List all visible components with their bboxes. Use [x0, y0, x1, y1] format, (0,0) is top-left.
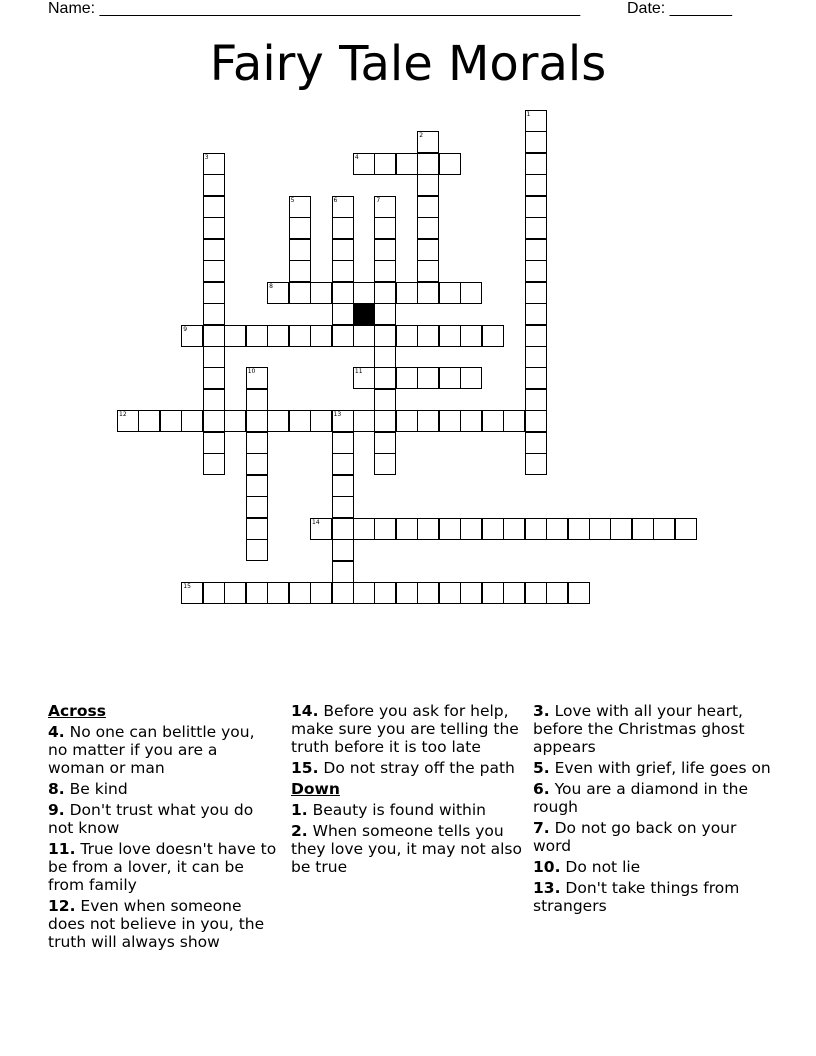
clue-number: 10.	[533, 858, 561, 876]
grid-cell[interactable]	[460, 282, 482, 304]
clue-number: 4.	[48, 723, 65, 741]
grid-cell[interactable]	[289, 282, 311, 304]
grid-cell[interactable]	[289, 260, 311, 282]
grid-cell[interactable]	[203, 367, 225, 389]
grid-cell[interactable]	[310, 518, 332, 540]
grid-cell[interactable]	[374, 217, 396, 239]
grid-cell[interactable]	[525, 453, 547, 475]
cell-number: 14	[312, 518, 320, 526]
grid-cell[interactable]	[525, 153, 547, 175]
grid-cell[interactable]	[224, 582, 246, 604]
grid-cell[interactable]	[417, 174, 439, 196]
grid-cell[interactable]	[332, 282, 354, 304]
clue-down-3	[533, 702, 773, 756]
grid-cell[interactable]	[246, 432, 268, 454]
cell-number: 5	[290, 196, 295, 204]
grid-cell[interactable]	[417, 367, 439, 389]
grid-cell[interactable]	[332, 239, 354, 261]
clue-across-9	[48, 801, 278, 837]
date-field[interactable]: Date: _______	[627, 0, 732, 17]
grid-cell[interactable]	[246, 539, 268, 561]
grid-cell[interactable]	[203, 582, 225, 604]
clue-number: 14.	[291, 702, 319, 720]
grid-cell[interactable]	[117, 410, 139, 432]
grid-cell[interactable]	[353, 367, 375, 389]
grid-cell[interactable]	[374, 582, 396, 604]
grid-cell[interactable]	[310, 582, 332, 604]
clue-across-15	[291, 759, 527, 777]
grid-cell[interactable]	[439, 410, 461, 432]
grid-cell[interactable]	[353, 325, 375, 347]
grid-cell[interactable]	[332, 582, 354, 604]
grid-cell[interactable]	[203, 260, 225, 282]
clue-text: Do not stray off the path	[323, 759, 515, 777]
grid-cell[interactable]	[525, 239, 547, 261]
grid-cell[interactable]	[353, 410, 375, 432]
name-field[interactable]: Name: ______________________________________________________	[48, 0, 581, 17]
grid-cell[interactable]	[525, 410, 547, 432]
clue-number: 12.	[48, 897, 76, 915]
grid-cell[interactable]	[246, 582, 268, 604]
grid-cell[interactable]	[374, 367, 396, 389]
grid-cell[interactable]	[246, 496, 268, 518]
grid-cell[interactable]	[525, 260, 547, 282]
across-heading: Across	[48, 702, 106, 720]
grid-cell[interactable]	[374, 432, 396, 454]
grid-cell[interactable]	[525, 325, 547, 347]
grid-cell[interactable]	[203, 389, 225, 411]
grid-cell[interactable]	[610, 518, 632, 540]
grid-cell[interactable]	[246, 367, 268, 389]
clue-down-10	[533, 858, 773, 876]
grid-cell[interactable]	[203, 453, 225, 475]
clue-text: Do not lie	[565, 858, 641, 876]
grid-cell[interactable]	[460, 410, 482, 432]
grid-cell[interactable]	[246, 389, 268, 411]
grid-cell[interactable]	[353, 582, 375, 604]
clue-down-2	[291, 822, 527, 876]
grid-cell[interactable]	[546, 582, 568, 604]
grid-cell[interactable]	[203, 239, 225, 261]
clue-down-5	[533, 759, 773, 777]
grid-cell[interactable]	[224, 325, 246, 347]
grid-cell[interactable]	[246, 518, 268, 540]
grid-cell[interactable]	[374, 453, 396, 475]
grid-cell[interactable]	[374, 282, 396, 304]
clue-column-2	[291, 702, 527, 879]
grid-cell[interactable]	[332, 453, 354, 475]
clue-number: 11.	[48, 840, 76, 858]
grid-cell[interactable]	[374, 518, 396, 540]
clue-text: Before you ask for help, make sure you are telling the truth before it is too late	[291, 702, 519, 756]
grid-cell[interactable]	[396, 325, 418, 347]
grid-cell[interactable]	[267, 325, 289, 347]
grid-cell[interactable]	[503, 410, 525, 432]
grid-cell[interactable]	[246, 475, 268, 497]
grid-cell[interactable]	[289, 325, 311, 347]
grid-cell[interactable]	[246, 453, 268, 475]
grid-cell[interactable]	[568, 518, 590, 540]
cell-number: 4	[354, 153, 359, 161]
grid-cell[interactable]	[417, 217, 439, 239]
clue-text: You are a diamond in the rough	[533, 780, 748, 816]
grid-cell[interactable]	[396, 410, 418, 432]
clue-text: Even with grief, life goes on	[554, 759, 771, 777]
grid-cell[interactable]	[525, 518, 547, 540]
clue-across-11	[48, 840, 278, 894]
clue-text: Don't trust what you do not know	[48, 801, 254, 837]
grid-cell[interactable]	[439, 325, 461, 347]
cell-number: 7	[376, 196, 381, 204]
grid-cell[interactable]	[460, 518, 482, 540]
grid-cell[interactable]	[181, 582, 203, 604]
grid-cell[interactable]	[439, 367, 461, 389]
grid-cell[interactable]	[396, 367, 418, 389]
cell-number: 11	[354, 368, 363, 376]
clue-number: 8.	[48, 780, 65, 798]
grid-cell[interactable]	[482, 582, 504, 604]
grid-cell[interactable]	[203, 303, 225, 325]
grid-cell[interactable]	[246, 410, 268, 432]
grid-cell[interactable]	[417, 131, 439, 153]
clue-across-14	[291, 702, 527, 756]
grid-cell[interactable]	[525, 367, 547, 389]
grid-cell[interactable]	[396, 518, 418, 540]
grid-cell[interactable]	[525, 174, 547, 196]
grid-cell[interactable]	[310, 410, 332, 432]
grid-cell[interactable]	[525, 217, 547, 239]
grid-cell[interactable]	[203, 174, 225, 196]
grid-cell[interactable]	[417, 196, 439, 218]
grid-cell[interactable]	[525, 582, 547, 604]
grid-cell[interactable]	[353, 282, 375, 304]
grid-cell[interactable]	[525, 131, 547, 153]
cell-number: 8	[269, 282, 273, 290]
grid-cell[interactable]	[374, 196, 396, 218]
grid-cell[interactable]	[267, 282, 289, 304]
clue-number: 3.	[533, 702, 550, 720]
clue-text: Love with all your heart, before the Christmas ghost appears	[533, 702, 745, 756]
grid-cell[interactable]	[653, 518, 675, 540]
grid-cell[interactable]	[525, 196, 547, 218]
grid-cell[interactable]	[224, 410, 246, 432]
grid-cell[interactable]	[482, 325, 504, 347]
cell-number: 2	[419, 132, 424, 140]
grid-cell[interactable]	[374, 346, 396, 368]
grid-cell[interactable]	[525, 282, 547, 304]
clue-text: True love doesn't have to be from a lover, it can be from family	[48, 840, 277, 894]
grid-cell[interactable]	[374, 153, 396, 175]
grid-cell[interactable]	[203, 325, 225, 347]
cell-number: 12	[119, 411, 127, 419]
grid-cell[interactable]	[138, 410, 160, 432]
grid-cell[interactable]	[203, 432, 225, 454]
cell-number: 15	[183, 582, 191, 590]
grid-cell[interactable]	[203, 217, 225, 239]
grid-cell[interactable]	[439, 518, 461, 540]
grid-cell[interactable]	[332, 260, 354, 282]
grid-cell[interactable]	[525, 346, 547, 368]
clue-down-7	[533, 819, 773, 855]
grid-cell[interactable]	[289, 410, 311, 432]
grid-cell[interactable]	[439, 582, 461, 604]
grid-cell[interactable]	[525, 303, 547, 325]
grid-cell[interactable]	[289, 239, 311, 261]
clue-down-1	[291, 801, 527, 819]
grid-cell[interactable]	[525, 389, 547, 411]
grid-cell[interactable]	[203, 282, 225, 304]
grid-cell[interactable]	[332, 475, 354, 497]
grid-cell[interactable]	[675, 518, 697, 540]
grid-cell[interactable]	[417, 410, 439, 432]
clue-number: 15.	[291, 759, 319, 777]
grid-cell[interactable]	[267, 410, 289, 432]
grid-cell[interactable]	[417, 239, 439, 261]
grid-cell[interactable]	[332, 496, 354, 518]
clue-number: 1.	[291, 801, 308, 819]
clue-number: 5.	[533, 759, 550, 777]
grid-cell[interactable]	[332, 539, 354, 561]
grid-cell[interactable]	[267, 582, 289, 604]
grid-cell[interactable]	[439, 282, 461, 304]
grid-cell[interactable]	[246, 325, 268, 347]
grid-cell[interactable]	[396, 282, 418, 304]
page-title: Fairy Tale Morals	[209, 36, 607, 92]
grid-cell[interactable]	[546, 518, 568, 540]
grid-cell[interactable]	[632, 518, 654, 540]
grid-cell[interactable]	[374, 389, 396, 411]
grid-cell[interactable]	[181, 325, 203, 347]
grid-cell[interactable]	[203, 410, 225, 432]
grid-cell[interactable]	[203, 196, 225, 218]
grid-cell[interactable]	[310, 325, 332, 347]
black-cell	[353, 303, 375, 325]
grid-cell[interactable]	[374, 410, 396, 432]
grid-cell[interactable]	[160, 410, 182, 432]
grid-cell[interactable]	[353, 518, 375, 540]
grid-cell[interactable]	[374, 303, 396, 325]
clue-text: Don't take things from strangers	[533, 879, 740, 915]
grid-cell[interactable]	[589, 518, 611, 540]
cell-number: 9	[183, 325, 188, 333]
clue-text: Even when someone does not believe in you, the truth will always show	[48, 897, 265, 951]
grid-cell[interactable]	[203, 153, 225, 175]
clue-number: 2.	[291, 822, 308, 840]
cell-number: 10	[247, 368, 256, 376]
clue-down-13	[533, 879, 773, 915]
grid-cell[interactable]	[332, 410, 354, 432]
down-heading: Down	[291, 780, 340, 798]
grid-cell[interactable]	[417, 325, 439, 347]
grid-cell[interactable]	[417, 282, 439, 304]
grid-cell[interactable]	[181, 410, 203, 432]
grid-cell[interactable]	[332, 196, 354, 218]
clue-across-4	[48, 723, 278, 777]
grid-cell[interactable]	[525, 432, 547, 454]
grid-cell[interactable]	[332, 561, 354, 583]
clue-text: Beauty is found within	[312, 801, 486, 819]
grid-cell[interactable]	[417, 582, 439, 604]
grid-cell[interactable]	[332, 432, 354, 454]
cell-number: 13	[333, 411, 342, 419]
clue-text: Do not go back on your word	[533, 819, 737, 855]
grid-cell[interactable]	[353, 153, 375, 175]
clue-text: Be kind	[69, 780, 128, 798]
grid-cell[interactable]	[396, 582, 418, 604]
grid-cell[interactable]	[289, 582, 311, 604]
clue-text: When someone tells you they love you, it may not also be true	[291, 822, 522, 876]
grid-cell[interactable]	[289, 196, 311, 218]
grid-cell[interactable]	[503, 518, 525, 540]
grid-cell[interactable]	[460, 582, 482, 604]
grid-cell[interactable]	[332, 325, 354, 347]
clue-column-3	[533, 702, 773, 918]
clue-number: 6.	[533, 780, 550, 798]
cell-number: 3	[204, 153, 209, 161]
grid-cell[interactable]	[396, 153, 418, 175]
grid-cell[interactable]	[332, 217, 354, 239]
grid-cell[interactable]	[503, 582, 525, 604]
clue-across-12	[48, 897, 278, 951]
grid-cell[interactable]	[417, 153, 439, 175]
clue-number: 9.	[48, 801, 65, 819]
grid-cell[interactable]	[332, 303, 354, 325]
cell-number: 6	[333, 196, 338, 204]
grid-cell[interactable]	[460, 367, 482, 389]
cell-number: 1	[526, 111, 531, 118]
grid-cell[interactable]	[310, 282, 332, 304]
clue-column-1	[48, 702, 278, 954]
grid-cell[interactable]	[374, 325, 396, 347]
clue-down-6	[533, 780, 773, 816]
grid-cell[interactable]	[460, 325, 482, 347]
grid-cell[interactable]	[417, 518, 439, 540]
grid-cell[interactable]	[568, 582, 590, 604]
clue-number: 7.	[533, 819, 550, 837]
clue-number: 13.	[533, 879, 561, 897]
grid-cell[interactable]	[482, 410, 504, 432]
grid-cell[interactable]	[417, 260, 439, 282]
grid-cell[interactable]	[289, 217, 311, 239]
clue-text: No one can belittle you, no matter if you are a woman or man	[48, 723, 255, 777]
clue-across-8	[48, 780, 278, 798]
grid-cell[interactable]	[482, 518, 504, 540]
grid-cell[interactable]	[374, 260, 396, 282]
grid-cell[interactable]	[439, 153, 461, 175]
grid-cell[interactable]	[525, 110, 547, 132]
grid-cell[interactable]	[374, 239, 396, 261]
grid-cell[interactable]	[332, 518, 354, 540]
grid-cell[interactable]	[203, 346, 225, 368]
